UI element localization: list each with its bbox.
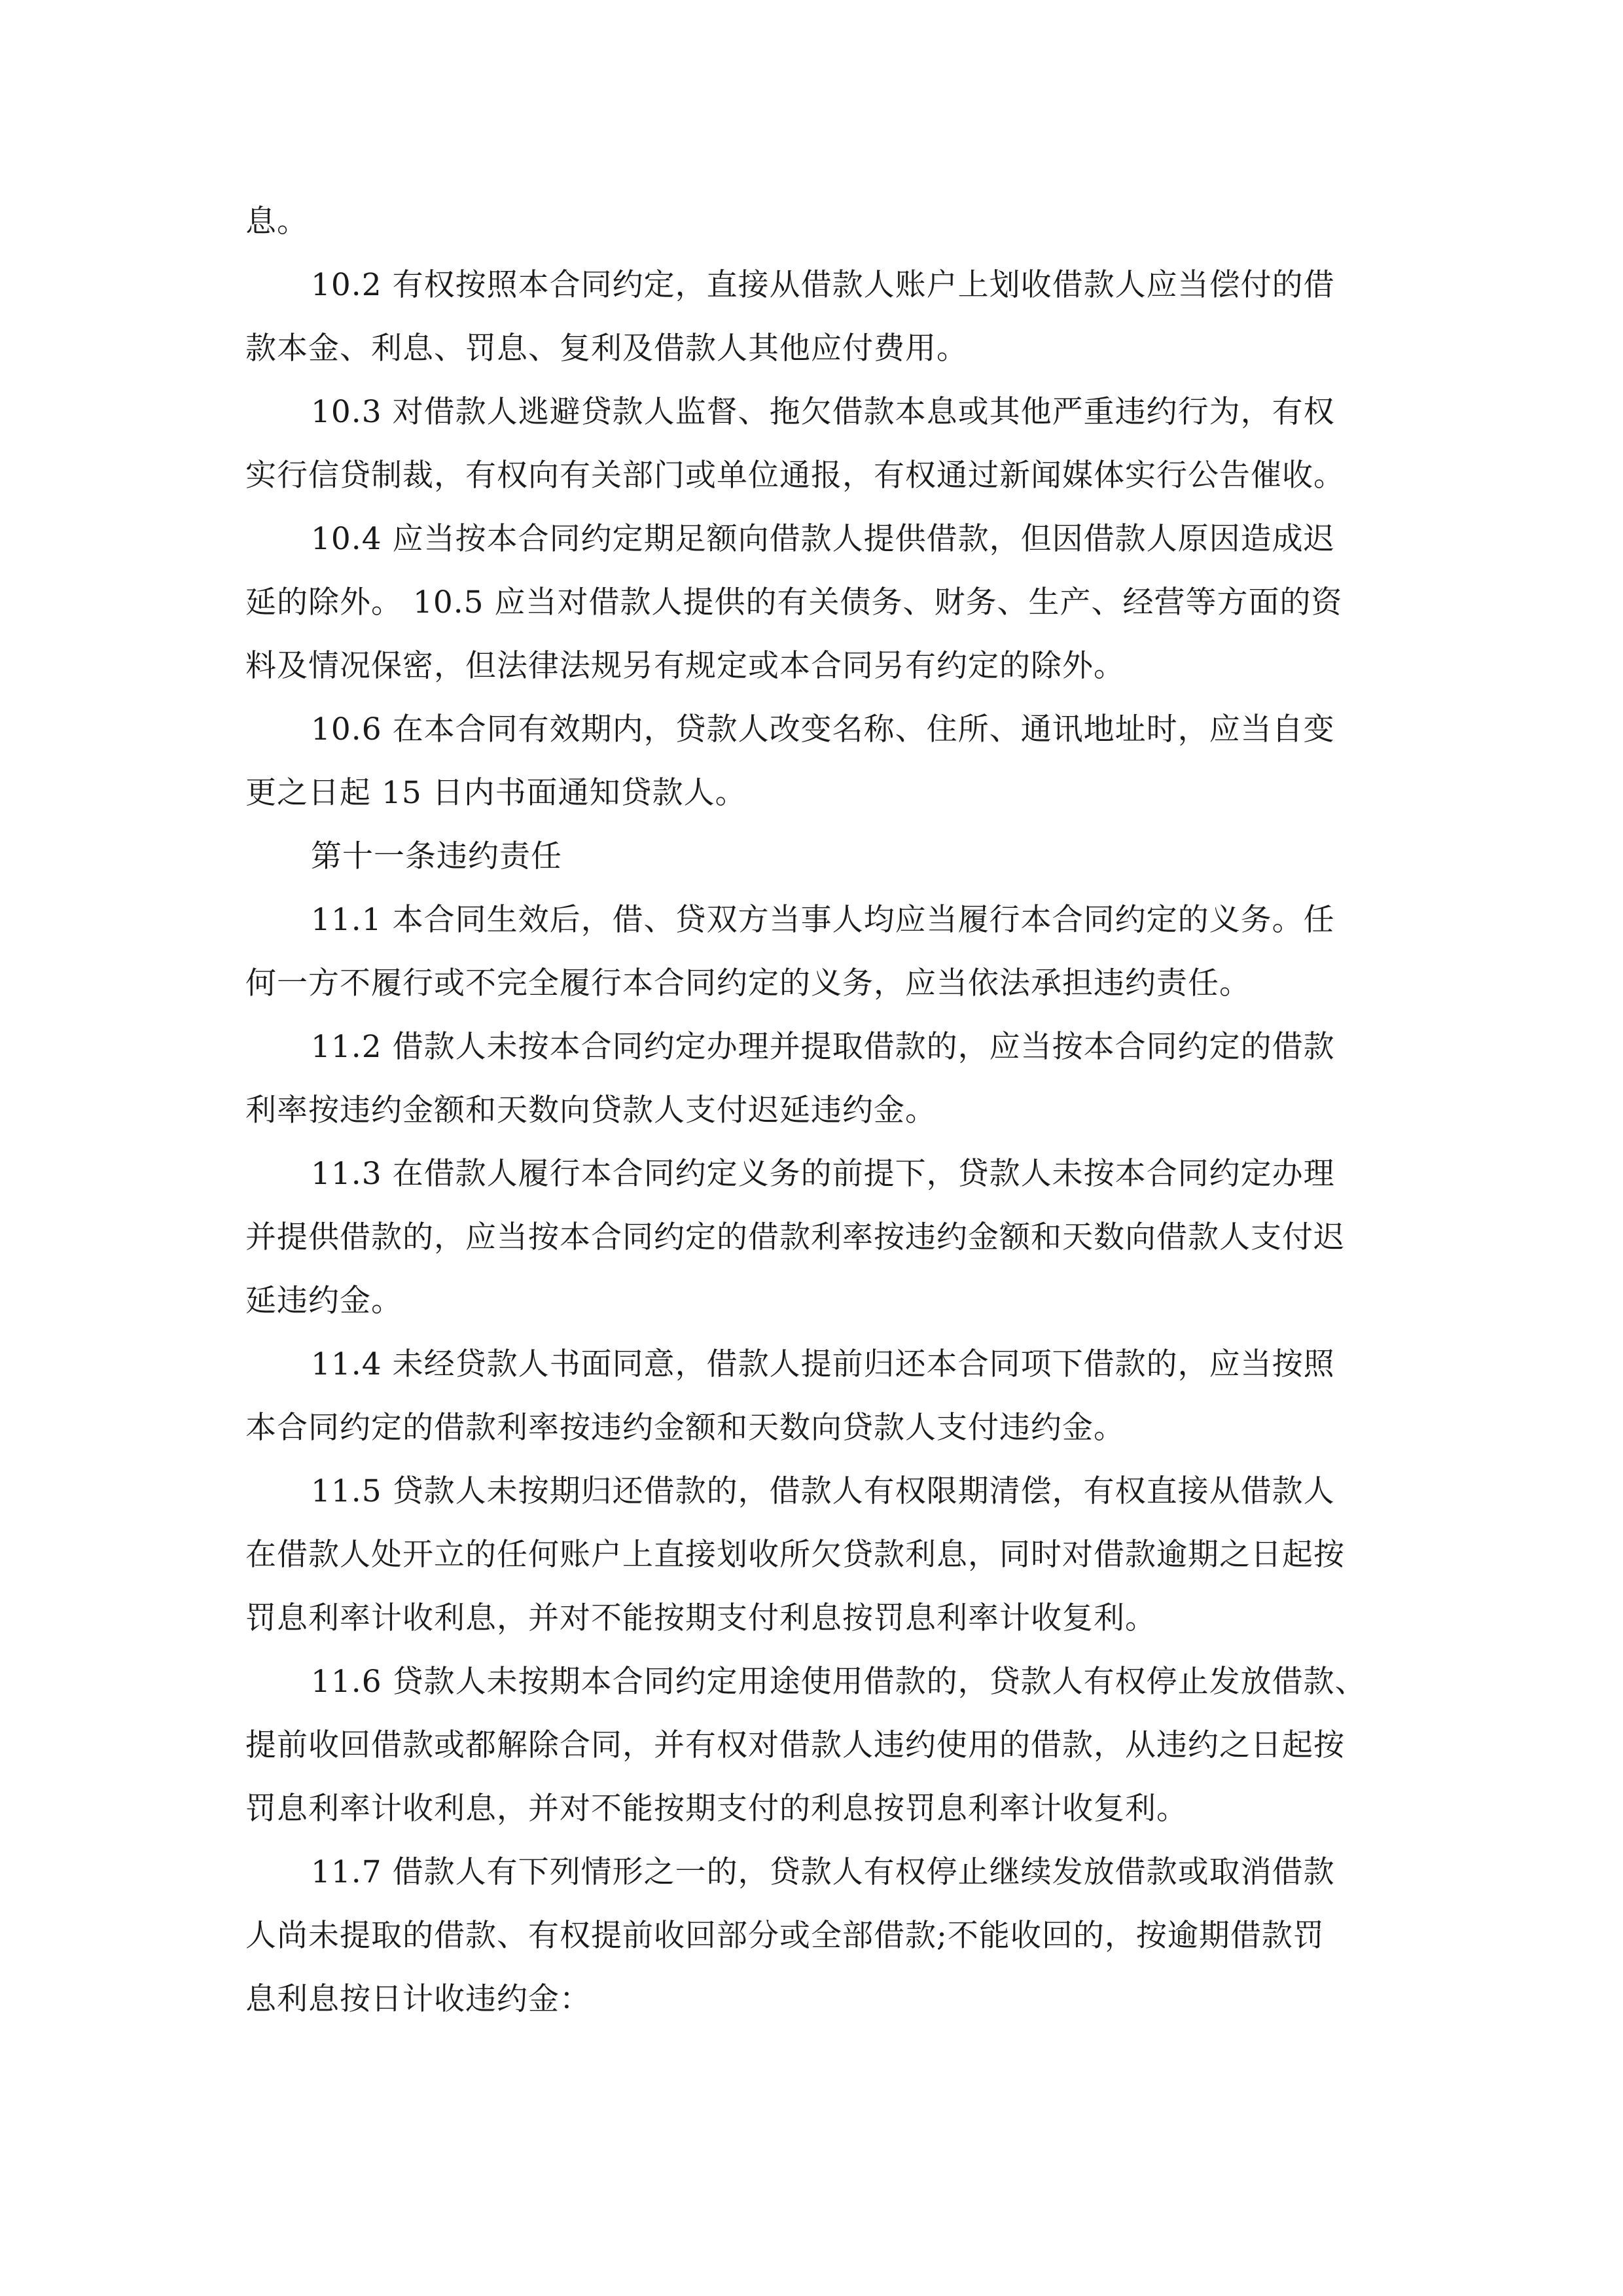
text-line: 在借款人处开立的任何账户上直接划收所欠贷款利息，同时对借款逾期之日起按 xyxy=(245,1537,1345,1573)
text-line: 实行信贷制裁，有权向有关部门或单位通报，有权通过新闻媒体实行公告催收。 xyxy=(245,457,1345,493)
text-line: 利率按违约金额和天数向贷款人支付迟延违约金。 xyxy=(245,1092,936,1128)
text-line: 罚息利率计收利息，并对不能按期支付的利息按罚息利率计收复利。 xyxy=(245,1791,1188,1827)
clause-10-6-line: 10.6 在本合同有效期内，贷款人改变名称、住所、通讯地址时，应当自变 xyxy=(311,711,1335,747)
contract-text xyxy=(245,190,1384,2031)
clause-11-7-line: 11.7 借款人有下列情形之一的，贷款人有权停止继续发放借款或取消借款 xyxy=(311,1854,1335,1890)
text-line: 本合同约定的借款利率按违约金额和天数向贷款人支付违约金。 xyxy=(245,1410,1125,1446)
clause-11-1-line: 11.1 本合同生效后，借、贷双方当事人均应当履行本合同约定的义务。任 xyxy=(311,902,1335,938)
clause-10-5-line: 延的除外。 10.5 应当对借款人提供的有关债务、财务、生产、经营等方面的资 xyxy=(245,584,1343,620)
text-line: 更之日起 15 日内书面通知贷款人。 xyxy=(245,775,747,811)
clause-11-6-line: 11.6 贷款人未按期本合同约定用途使用借款的，贷款人有权停止发放借款、 xyxy=(311,1664,1366,1700)
clause-10-3-line: 10.3 对借款人逃避贷款人监督、拖欠借款本息或其他严重违约行为，有权 xyxy=(311,394,1335,430)
text-line: 何一方不履行或不完全履行本合同约定的义务，应当依法承担违约责任。 xyxy=(245,965,1251,1001)
text-line: 息利息按日计收违约金： xyxy=(245,1981,591,2017)
clause-11-5-line: 11.5 贷款人未按期归还借款的，借款人有权限期清偿，有权直接从借款人 xyxy=(311,1473,1335,1509)
text-line: 延违约金。 xyxy=(245,1283,402,1319)
text-line: 息。 xyxy=(245,204,308,240)
text-line: 人尚未提取的借款、有权提前收回部分或全部借款;不能收回的，按逾期借款罚 xyxy=(245,1918,1325,1954)
section-heading-article-11: 第十一条违约责任 xyxy=(311,838,562,874)
clause-10-4-line: 10.4 应当按本合同约定期足额向借款人提供借款，但因借款人原因造成迟 xyxy=(311,521,1335,557)
text-line: 罚息利率计收利息，并对不能按期支付利息按罚息利率计收复利。 xyxy=(245,1600,1156,1636)
text-line: 并提供借款的，应当按本合同约定的借款利率按违约金额和天数向借款人支付迟 xyxy=(245,1219,1345,1255)
text-line: 提前收回借款或都解除合同，并有权对借款人违约使用的借款，从违约之日起按 xyxy=(245,1727,1345,1763)
clause-11-4-line: 11.4 未经贷款人书面同意，借款人提前归还本合同项下借款的，应当按照 xyxy=(311,1346,1335,1382)
clause-10-2-line: 10.2 有权按照本合同约定，直接从借款人账户上划收借款人应当偿付的借 xyxy=(311,267,1335,303)
text-line: 料及情况保密，但法律法规另有规定或本合同另有约定的除外。 xyxy=(245,648,1125,684)
clause-11-2-line: 11.2 借款人未按本合同约定办理并提取借款的，应当按本合同约定的借款 xyxy=(311,1029,1335,1065)
text-line: 款本金、利息、罚息、复利及借款人其他应付费用。 xyxy=(245,331,968,367)
clause-11-3-line: 11.3 在借款人履行本合同约定义务的前提下，贷款人未按本合同约定办理 xyxy=(311,1156,1335,1192)
